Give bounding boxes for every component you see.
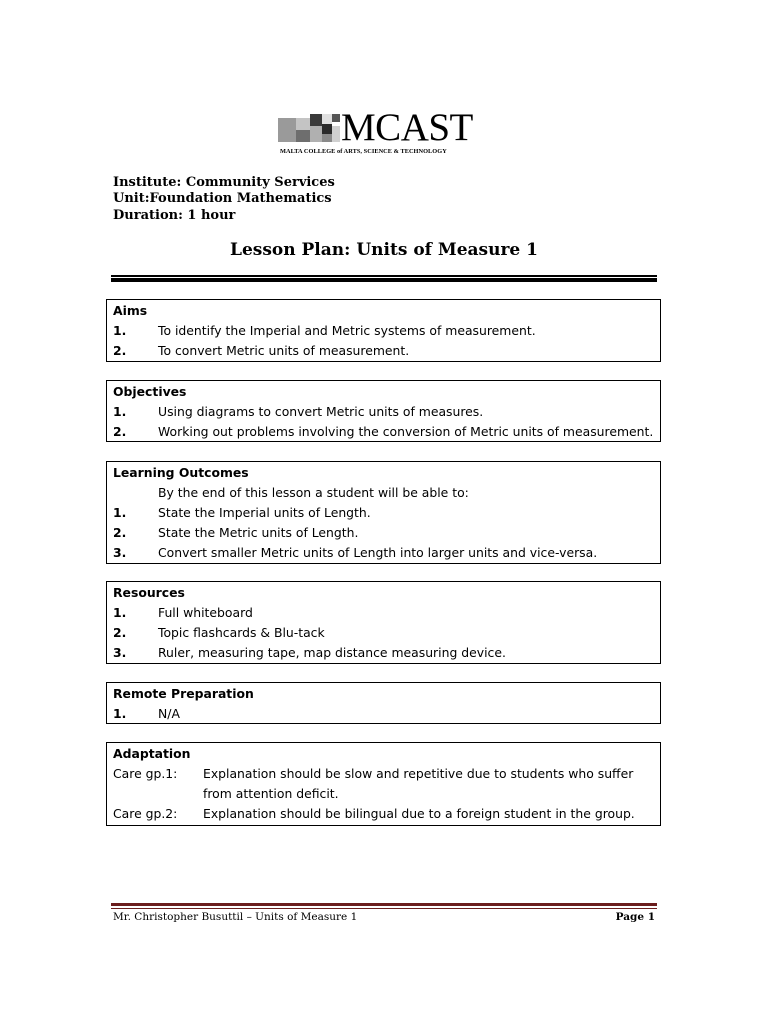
- logo-subtitle: MALTA COLLEGE of ARTS, SCIENCE & TECHNOLOGY: [280, 148, 447, 155]
- list-item: 3. Convert smaller Metric units of Length into larger units and vice-versa.: [113, 545, 598, 560]
- list-item: 1. Using diagrams to convert Metric units of measures.: [113, 404, 484, 419]
- logo-wordmark: MCAST: [341, 106, 473, 149]
- objectives-heading: Objectives: [113, 384, 187, 399]
- title-rule-thin: [111, 275, 657, 277]
- list-item: 2. To convert Metric units of measurement.: [113, 343, 410, 358]
- list-item-continuation: from attention deficit.: [203, 786, 339, 801]
- title-rule-thick: [111, 278, 657, 282]
- aims-heading: Aims: [113, 303, 148, 318]
- list-item: 1. Full whiteboard: [113, 605, 253, 620]
- list-item: 1. State the Imperial units of Length.: [113, 505, 371, 520]
- list-item: 1. To identify the Imperial and Metric systems of measurement.: [113, 323, 536, 338]
- mcast-logo: [278, 106, 492, 158]
- footer-rule-thin: [111, 908, 657, 909]
- resources-heading: Resources: [113, 585, 185, 600]
- page-title: Lesson Plan: Units of Measure 1: [230, 240, 538, 260]
- remote-preparation-section: [106, 682, 661, 724]
- footer-author: Mr. Christopher Busuttil – Units of Measure 1: [113, 911, 358, 923]
- list-item: 2. Working out problems involving the conversion of Metric units of measurement.: [113, 424, 654, 439]
- list-item: 3. Ruler, measuring tape, map distance measuring device.: [113, 645, 506, 660]
- learning-outcomes-heading: Learning Outcomes: [113, 465, 249, 480]
- objectives-section: [106, 380, 661, 442]
- list-item: 1. N/A: [113, 706, 180, 721]
- institute-line: Institute: Community Services: [113, 175, 335, 190]
- remote-preparation-heading: Remote Preparation: [113, 686, 254, 701]
- list-item: Care gp.1: Explanation should be slow and repetitive due to students who suffer: [113, 766, 634, 781]
- unit-line: Unit:Foundation Mathematics: [113, 191, 332, 206]
- logo-squares-icon: [278, 112, 340, 148]
- learning-outcomes-section: [106, 461, 661, 564]
- page-number: Page 1: [615, 911, 655, 923]
- duration-line: Duration: 1 hour: [113, 208, 236, 223]
- resources-section: [106, 581, 661, 664]
- adaptation-section: [106, 742, 661, 826]
- aims-section: [106, 299, 661, 362]
- list-item: 2. Topic flashcards & Blu-tack: [113, 625, 325, 640]
- outcomes-intro: By the end of this lesson a student will be able to:: [158, 485, 469, 500]
- adaptation-heading: Adaptation: [113, 746, 191, 761]
- list-item: Care gp.2: Explanation should be bilingual due to a foreign student in the group.: [113, 806, 635, 821]
- list-item: 2. State the Metric units of Length.: [113, 525, 359, 540]
- footer-rule-thick: [111, 903, 657, 906]
